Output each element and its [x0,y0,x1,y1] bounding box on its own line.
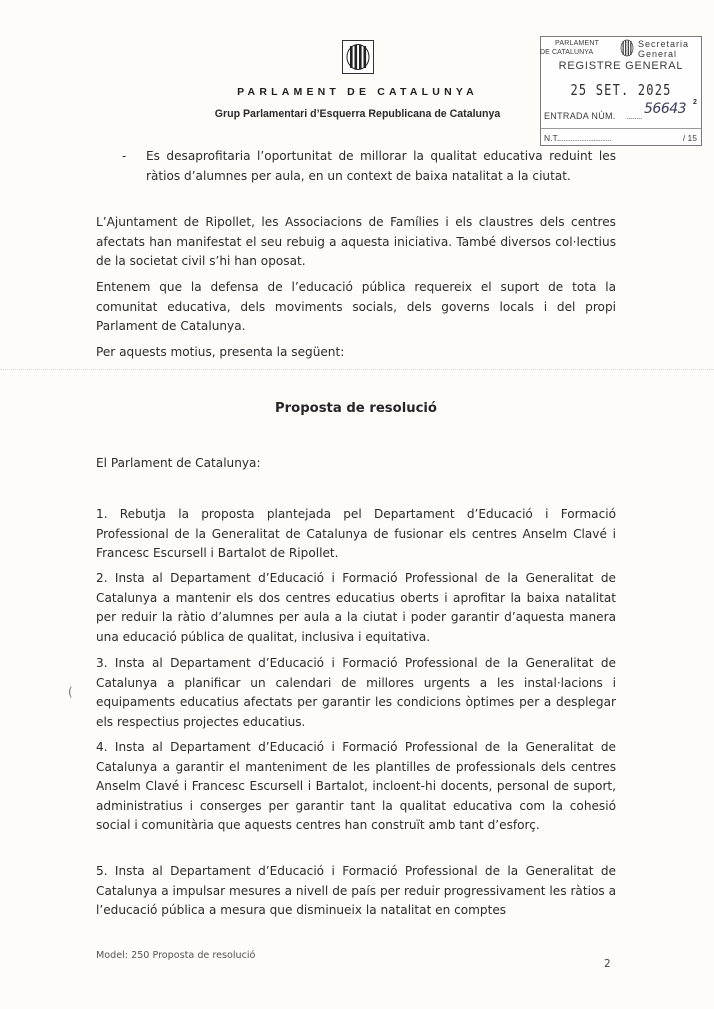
resolution-item-1: 1. Rebutja la proposta plantejada pel Departament d’Educació i Formació Professional de la Generalitat de Catalunya de fusionar els centres Anselm Clavé i Francesc Escursell i Bartalot de Ripollet. [96,507,616,560]
stamp-catalunya-label: DE CATALUNYA [540,49,594,56]
senyera-emblem-icon [342,40,374,74]
stamp-page-count: / 15 [682,133,697,143]
page-number: 2 [604,958,611,970]
margin-mark: ( [68,685,73,699]
stamp-title: REGISTRE GENERAL [558,60,684,72]
stamp-nt-dots: .............................. [558,133,611,143]
bullet-dash: - [122,149,127,163]
stamp-nt-label: N.T. [544,133,560,143]
stamp-entry-label: ENTRADA NÚM. [544,111,616,121]
resolution-intro: El Parlament de Catalunya: [96,456,261,470]
resolution-item-3: 3. Insta al Departament d’Educació i Formació Professional de la Generalitat de Catalunya a planificar un calendari de millores urgents a les instal·lacions i equipaments educatius afectats per garantir les condicions òptimes per a desplegar els respectius projectes educatius. [96,656,616,729]
paragraph-presents: Per aquests motius, presenta la següent: [96,345,345,359]
stamp-emblem-icon [620,39,634,62]
stamp-divider [541,128,701,129]
resolution-item-4: 4. Insta al Departament d’Educació i Formació Professional de la Generalitat de Catalunya a garantir el manteniment de les plantilles de professionals dels centres Anselm Clavé i Francesc Escursell i Bartalot, incloent-hi docents, personal de suport, administratius i conserges per garantir tant la qualitat educativa com la cohesió social i comunitària que aquests centres han construït amb tant d’esforç. [96,740,616,832]
section-heading: Proposta de resolució [274,401,437,416]
stamp-general-label: General [638,49,678,59]
registry-stamp [540,36,702,146]
stamp-entry-dots: ........ [626,111,643,121]
stamp-entry-number: 56643 [644,101,687,117]
stamp-entry-suffix: 2 [693,99,697,106]
paragraph-opposition: L’Ajuntament de Ripollet, les Associacions de Famílies i els claustres dels centres afectats han manifestat el seu rebuig a aquesta iniciativa. També diversos col·lectius de la societat civil s’hi han oposat. [96,215,616,268]
bullet-item-text: Es desaprofitaria l’oportunitat de millorar la qualitat educativa reduint les ràtios d’alumnes per aula, en un context de baixa natalitat a la ciutat. [146,149,616,183]
paragraph-public-education: Entenem que la defensa de l’educació pública requereix el suport de tota la comunitat educativa, dels moviments socials, dels governs locals i del propi Parlament de Catalunya. [96,280,616,333]
resolution-item-5: 5. Insta al Departament d’Educació i Formació Professional de la Generalitat de Catalunya a impulsar mesures a nivell de país per reduir progressivament les ràtios a l’educació pública a mesura que disminueix la natalitat en comptes [96,864,616,917]
organization-title: PARLAMENT DE CATALUNYA [237,86,478,98]
stamp-date: 25 SET. 2025 [570,81,672,99]
resolution-item-2: 2. Insta al Departament d’Educació i Formació Professional de la Generalitat de Catalunya a mantenir els dos centres educatius oberts i aprofitar la baixa natalitat per reduir la ràtio d’alumnes per aula a la ciutat i poder garantir d’aquesta manera una educació pública de qualitat, inclusiva i equitativa. [96,571,616,644]
stamp-secretaria-label: Secretaria [638,39,690,49]
organization-subtitle: Grup Parlamentari d’Esquerra Republicana de Catalunya [214,108,501,120]
scan-artifact-line [0,369,714,370]
stamp-parlament-label: PARLAMENT [555,40,600,47]
footer-model-label: Model: 250 Proposta de resolució [96,950,256,961]
